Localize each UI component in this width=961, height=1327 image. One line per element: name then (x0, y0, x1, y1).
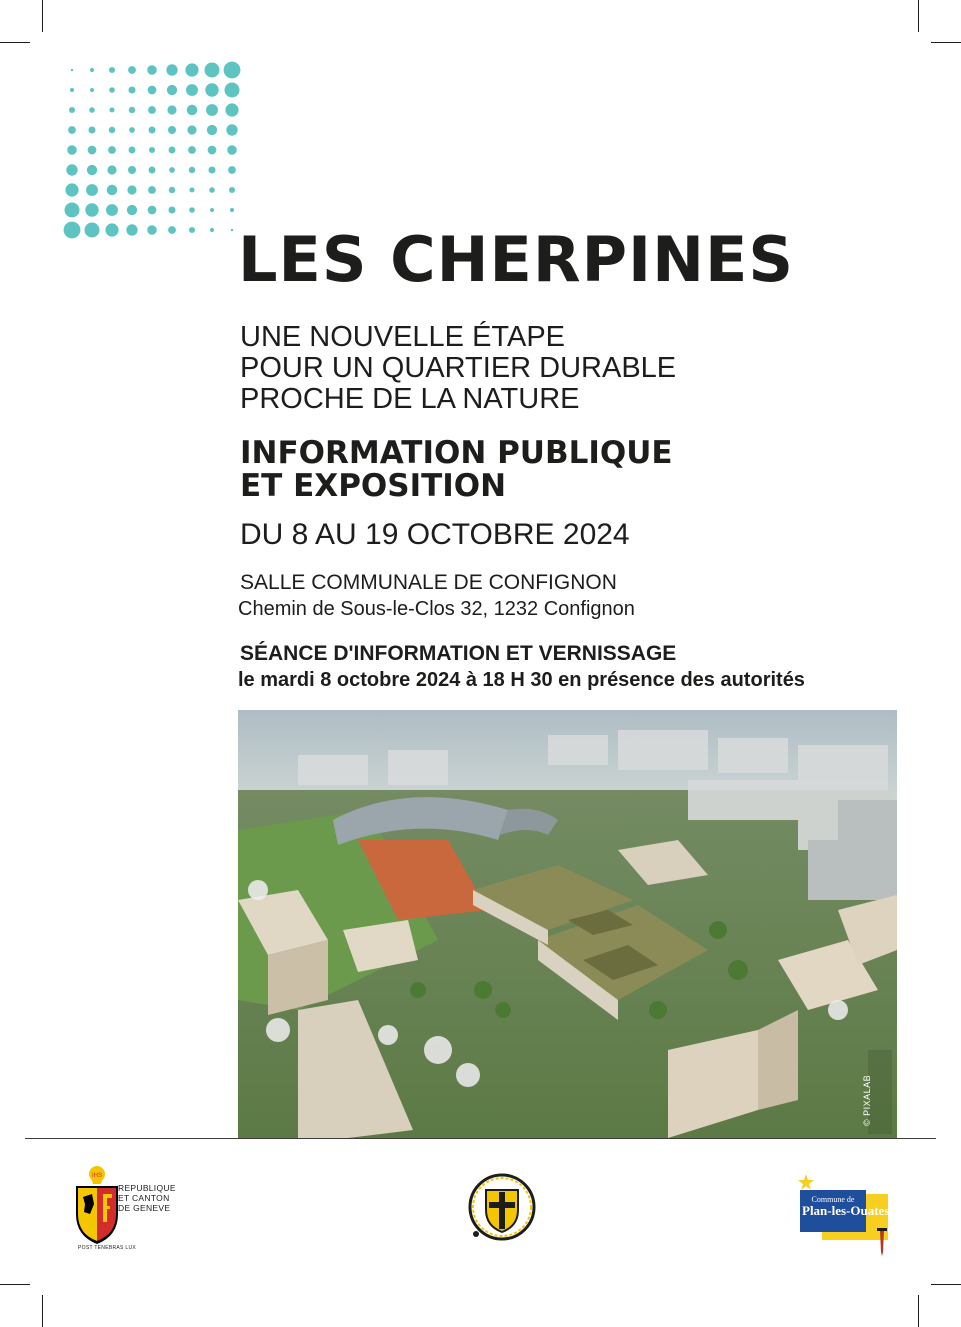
halftone-dot (128, 86, 135, 93)
halftone-dot (187, 105, 198, 116)
halftone-dot (149, 127, 156, 134)
halftone-dot (108, 146, 116, 154)
halftone-dot (68, 126, 76, 134)
halftone-dot (67, 145, 77, 155)
halftone-dot (88, 146, 97, 155)
geneve-motto: POST TENEBRAS LUX (78, 1245, 136, 1251)
halftone-dot (147, 225, 157, 235)
halftone-dot (169, 187, 175, 193)
halftone-dot (210, 208, 214, 212)
halftone-dot (109, 127, 115, 133)
halftone-dot (229, 187, 235, 193)
halftone-dot (205, 63, 220, 78)
halftone-dot (168, 206, 175, 213)
halftone-dot (226, 124, 237, 135)
crop-mark-bottom-right-v (918, 1295, 919, 1327)
exhibition-dates: DU 8 AU 19 OCTOBRE 2024 (240, 518, 630, 551)
halftone-dot (210, 228, 214, 232)
crop-mark-top-left-v (42, 0, 43, 32)
halftone-dot (85, 223, 100, 238)
halftone-dot (87, 165, 97, 175)
crop-mark-bottom-right-h (931, 1284, 961, 1285)
halftone-dot (167, 105, 176, 114)
halftone-dot (169, 147, 176, 154)
halftone-dot (206, 104, 218, 116)
halftone-dot (127, 185, 136, 194)
geneve-logo-line: ET CANTON (118, 1193, 170, 1203)
halftone-dot (85, 203, 98, 216)
halftone-dot (225, 83, 240, 98)
halftone-dot (129, 127, 135, 133)
halftone-dot (231, 229, 233, 231)
halftone-dot (128, 166, 136, 174)
halftone-dot (208, 146, 217, 155)
venue-name: SALLE COMMUNALE DE CONFIGNON (240, 571, 617, 594)
halftone-dot (228, 166, 236, 174)
halftone-dot (126, 224, 137, 235)
halftone-dot (148, 86, 157, 95)
halftone-dot (208, 166, 215, 173)
halftone-dot (107, 165, 116, 174)
halftone-dot (109, 107, 114, 112)
halftone-dot (230, 208, 234, 212)
aerial-view-image (238, 710, 897, 1138)
halftone-dot (148, 106, 156, 114)
halftone-dot (207, 125, 217, 135)
halftone-dot (71, 69, 73, 71)
subtitle-line: PROCHE DE LA NATURE (240, 383, 580, 415)
crop-mark-bottom-left-h (0, 1284, 30, 1285)
subtitle-line: POUR UN QUARTIER DURABLE (240, 352, 677, 384)
halftone-dot (65, 203, 80, 218)
halftone-dot (69, 107, 75, 113)
geneve-logo-line: DE GENEVE (118, 1203, 171, 1213)
halftone-dot (147, 65, 157, 75)
halftone-dot (109, 67, 115, 73)
halftone-dot (224, 62, 241, 79)
halftone-dot (209, 187, 215, 193)
halftone-dot (90, 68, 94, 72)
halftone-dot (168, 226, 176, 234)
info-heading-line: ET EXPOSITION (240, 468, 507, 504)
halftone-dot (188, 146, 196, 154)
geneve-logo-text (118, 1183, 176, 1213)
image-credit: © PIXALAB (862, 1074, 872, 1126)
halftone-dot (169, 167, 175, 173)
halftone-dot (129, 107, 135, 113)
subtitle-line: UNE NOUVELLE ÉTAPE (240, 321, 566, 353)
info-heading-line: INFORMATION PUBLIQUE (240, 435, 673, 471)
halftone-dot (106, 204, 118, 216)
halftone-dot (148, 186, 156, 194)
halftone-dot (227, 145, 237, 155)
halftone-dot (64, 222, 81, 239)
halftone-dot (109, 87, 115, 93)
halftone-dot (148, 206, 157, 215)
halftone-dot (189, 187, 194, 192)
halftone-dot (149, 147, 155, 153)
halftone-dot (189, 167, 195, 173)
halftone-dot (185, 63, 198, 76)
subtitle (240, 322, 676, 415)
halftone-dot (107, 185, 118, 196)
halftone-dot (90, 88, 94, 92)
halftone-dot (189, 207, 195, 213)
venue-address: Chemin de Sous-le-Clos 32, 1232 Confignon (238, 598, 635, 620)
crop-mark-bottom-left-v (42, 1295, 43, 1327)
halftone-dot (105, 223, 118, 236)
footer-divider (25, 1138, 936, 1139)
halftone-dot (167, 85, 177, 95)
halftone-dot (89, 107, 95, 113)
halftone-dots-decoration (60, 60, 245, 240)
halftone-dot (225, 103, 238, 116)
plan-les-ouates-label (800, 1192, 890, 1222)
crop-mark-top-left-h (0, 42, 30, 43)
halftone-dot (186, 84, 198, 96)
halftone-dot (166, 64, 177, 75)
halftone-dot (129, 147, 136, 154)
crop-mark-top-right-h (931, 42, 961, 43)
halftone-dot (88, 126, 95, 133)
plo-name: Plan-les-Ouates (802, 1203, 890, 1218)
halftone-dot (189, 227, 195, 233)
plo-prefix: Commune de (811, 1195, 855, 1204)
session-detail: le mardi 8 octobre 2024 à 18 H 30 en présence des autorités (238, 669, 805, 691)
halftone-dot (128, 66, 136, 74)
crop-mark-top-right-v (918, 0, 919, 32)
halftone-dot (205, 83, 218, 96)
halftone-dot (187, 125, 196, 134)
info-heading (240, 437, 673, 503)
halftone-dot (149, 167, 156, 174)
svg-text:IHS: IHS (91, 1173, 103, 1179)
halftone-dot (86, 184, 98, 196)
halftone-dot (127, 205, 137, 215)
geneve-logo-line: REPUBLIQUE (118, 1183, 176, 1193)
halftone-dot (65, 183, 78, 196)
page-title: LES CHERPINES (238, 223, 794, 296)
halftone-dot (168, 126, 176, 134)
halftone-dot (66, 164, 77, 175)
session-title: SÉANCE D'INFORMATION ET VERNISSAGE (240, 642, 677, 665)
confignon-coat-of-arms-icon (462, 1172, 542, 1242)
halftone-dot (70, 88, 74, 92)
